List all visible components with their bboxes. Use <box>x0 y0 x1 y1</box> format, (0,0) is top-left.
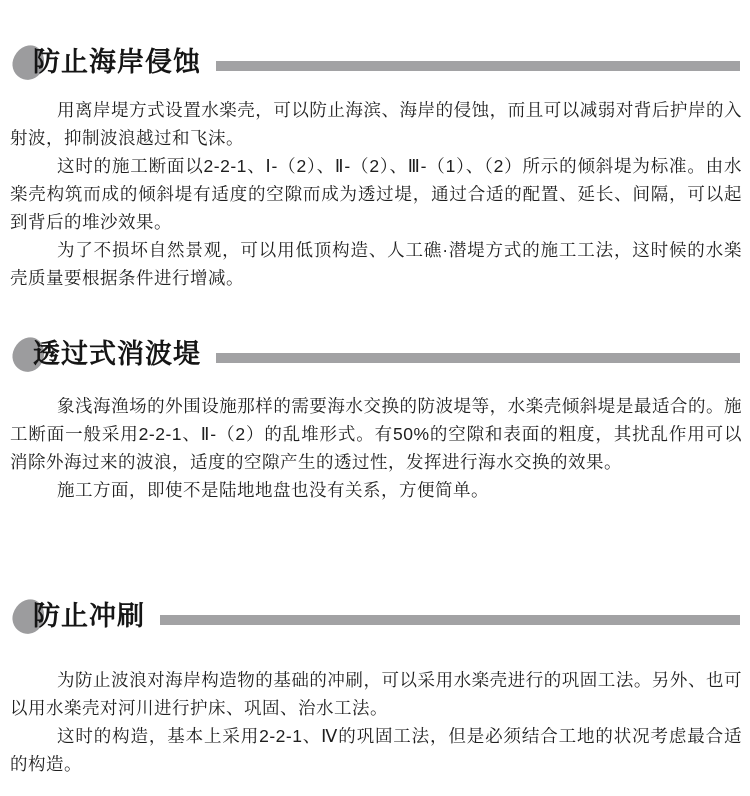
section-permeable-breakwater <box>10 336 742 504</box>
paragraph: 这时的施工断面以2-2-1、Ⅰ-（2）、Ⅱ-（2）、Ⅲ-（1）、（2）所示的倾斜堤为标准。由水楽壳构筑而成的倾斜堤有适度的空隙而成为透过堤，通过合适的配置、延长、间隔，可以起到背后的堆沙效果。 <box>10 156 742 232</box>
header-rule <box>216 61 740 71</box>
section-prevent-scouring <box>10 598 742 778</box>
paragraph: 用离岸堤方式设置水楽壳，可以防止海滨、海岸的侵蚀，而且可以减弱对背后护岸的入射波，抑制波浪越过和飞沫。 <box>10 100 742 148</box>
paragraph: 为了不损坏自然景观，可以用低顶构造、人工礁·潜堤方式的施工工法，这时候的水楽壳质量要根据条件进行增减。 <box>10 240 742 288</box>
section-body <box>10 666 742 778</box>
header-rule <box>216 353 740 363</box>
section-coastal-erosion <box>10 44 742 292</box>
section-title: 防止冲刷 <box>33 601 145 631</box>
paragraph: 施工方面，即使不是陆地地盘也没有关系，方便简单。 <box>57 480 489 500</box>
paragraph: 象浅海渔场的外围设施那样的需要海水交换的防波堤等，水楽壳倾斜堤是最适合的。施工断面一般采用2-2-1、Ⅱ-（2）的乱堆形式。有50%的空隙和表面的粗度，其扰乱作用可以消除外海过来的波浪，适度的空隙产生的透过性，发挥进行海水交换的效果。 <box>10 396 742 472</box>
header-rule <box>160 615 740 625</box>
paragraph: 为防止波浪对海岸构造物的基础的冲刷，可以采用水楽壳进行的巩固工法。另外、也可以用水楽壳对河川进行护床、巩固、治水工法。 <box>10 670 742 718</box>
section-title: 透过式消波堤 <box>33 339 201 369</box>
paragraph: 这时的构造，基本上采用2-2-1、Ⅳ的巩固工法，但是必须结合工地的状况考虑最合适的构造。 <box>10 726 742 774</box>
section-header <box>10 598 742 634</box>
section-body <box>10 96 742 292</box>
section-body <box>10 392 742 504</box>
section-header <box>10 336 742 372</box>
section-title: 防止海岸侵蚀 <box>33 47 201 77</box>
section-header <box>10 44 742 80</box>
